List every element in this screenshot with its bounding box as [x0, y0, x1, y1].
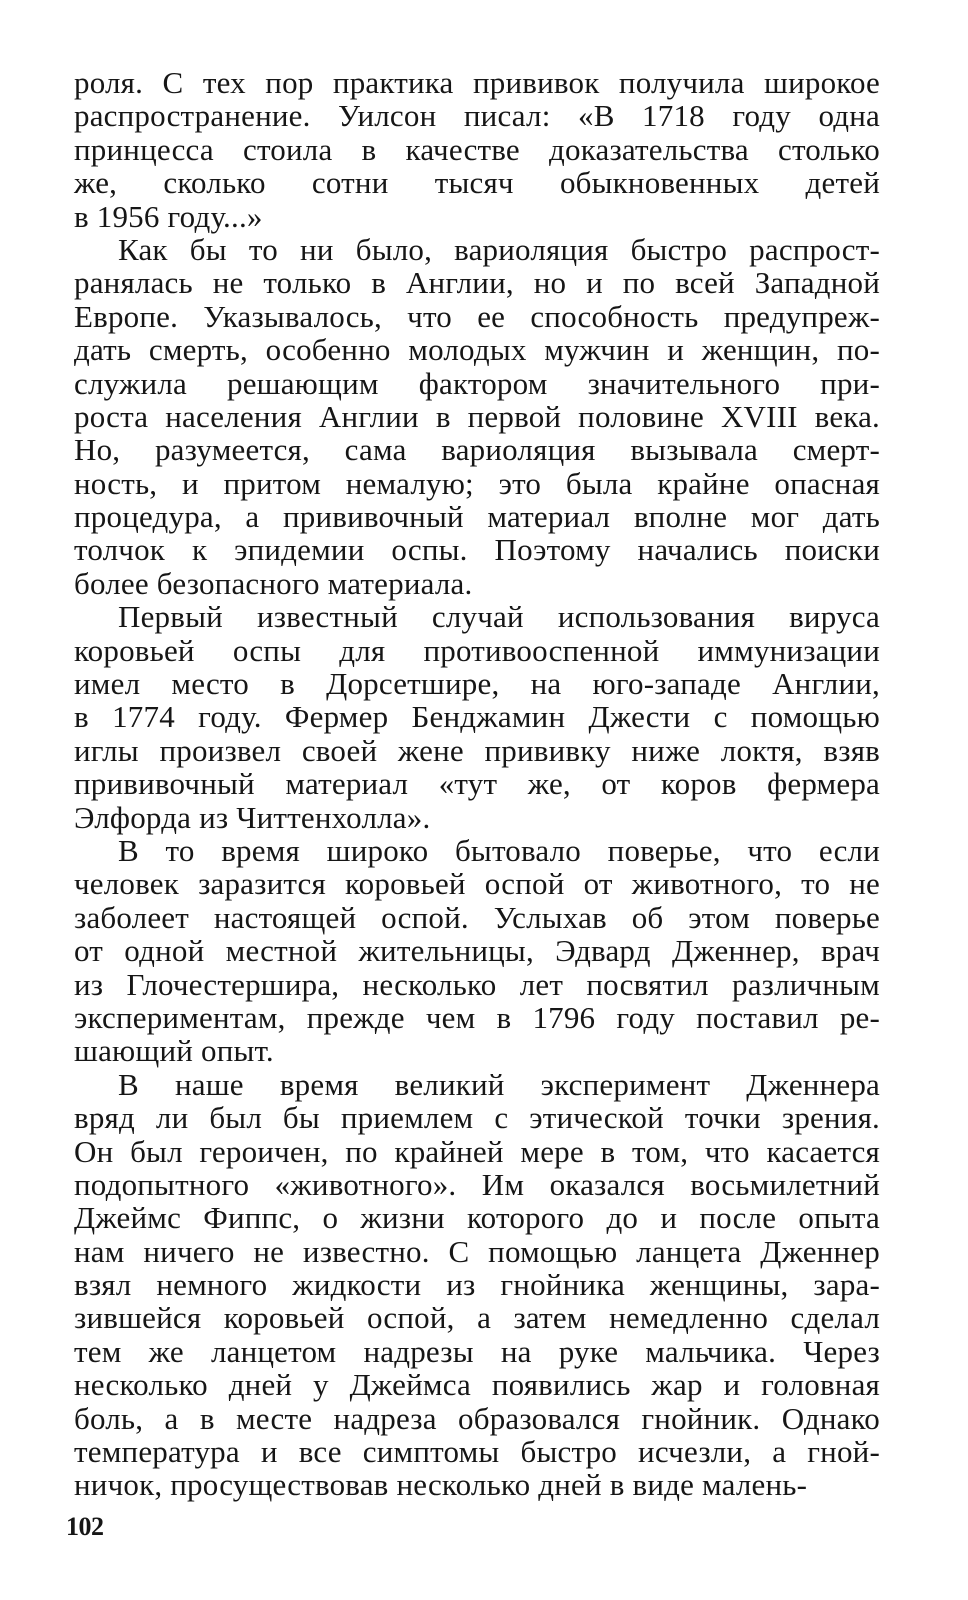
text-line: в 1956 году...»	[74, 198, 263, 234]
text-line: Он был героичен, по крайней мере в том, что касается	[74, 1133, 880, 1169]
text-line: роля. С тех пор практика прививок получила широкое	[74, 65, 880, 100]
paragraph	[74, 66, 880, 233]
text-line: шающий опыт.	[74, 1033, 274, 1069]
text-line: распространение. Уилсон писал: «В 1718 году одна	[74, 98, 880, 134]
text-line: ничок, просуществовав несколько дней в виде малень-	[74, 1467, 808, 1503]
text-line: боль, а в месте надреза образовался гнойник. Однако	[74, 1400, 880, 1436]
text-line: прививочный материал «тут же, от коров фермера	[74, 766, 880, 802]
text-line: Первый известный случай использования вируса	[118, 599, 880, 635]
paragraph	[74, 233, 880, 600]
text-line: ранялась не только в Англии, но и по всей Западной	[74, 265, 880, 301]
text-line: роста населения Англии в первой половине XVIII века.	[74, 398, 880, 434]
text-line: Элфорда из Читтенхолла».	[74, 799, 431, 835]
text-line: имел место в Дорсетшире, на юго-западе Англии,	[74, 666, 880, 702]
paragraph	[74, 600, 880, 834]
text-line: дать смерть, особенно молодых мужчин и женщин, по-	[74, 332, 880, 368]
text-line: человек заразится коровьей оспой от животного, то не	[74, 866, 880, 902]
text-line: более безопасного материала.	[74, 565, 473, 601]
text-line: же, сколько сотни тысяч обыкновенных детей	[74, 165, 880, 201]
text-line: нам ничего не известно. С помощью ланцета Дженнер	[74, 1233, 880, 1269]
text-line: Но, разумеется, сама вариоляция вызывала смерт-	[74, 432, 880, 468]
text-line: В то время широко бытовало поверье, что если	[118, 832, 880, 868]
text-line: из Глочестершира, несколько лет посвятил различным	[74, 966, 880, 1002]
text-line: тем же ланцетом надрезы на руке мальчика. Через	[74, 1333, 880, 1369]
text-line: в 1774 году. Фермер Бенджамин Джести с помощью	[74, 699, 880, 735]
text-line: Европе. Указывалось, что ее способность предупреж-	[74, 298, 880, 334]
paragraph	[74, 834, 880, 1068]
text-line: взял немного жидкости из гнойника женщины, зара-	[74, 1267, 880, 1303]
page-number: 102	[66, 1512, 104, 1541]
text-line: процедура, а прививочный материал вполне мог дать	[74, 499, 880, 535]
text-line: от одной местной жительницы, Эдвард Дженнер, врач	[74, 933, 880, 969]
text-line: заболеет настоящей оспой. Услыхав об этом поверье	[74, 899, 880, 935]
text-line: Джеймс Фиппс, о жизни которого до и после опыта	[74, 1200, 880, 1236]
text-line: подопытного «животного». Им оказался восьмилетний	[74, 1166, 880, 1202]
text-line: несколько дней у Джеймса появились жар и головная	[74, 1367, 880, 1403]
text-line: В наше время великий эксперимент Дженнера	[118, 1066, 880, 1102]
text-line: толчок к эпидемии оспы. Поэтому начались поиски	[74, 532, 880, 568]
text-line: коровьей оспы для противооспенной иммунизации	[74, 632, 880, 668]
text-line: принцесса стоила в качестве доказательства столько	[74, 131, 880, 167]
text-line: экспериментам, прежде чем в 1796 году поставил ре-	[74, 999, 880, 1035]
text-line: зившейся коровьей оспой, а затем немедленно сделал	[74, 1300, 880, 1336]
page-body	[74, 66, 880, 1502]
text-line: Как бы то ни было, вариоляция быстро распрост-	[118, 231, 880, 267]
text-line: служила решающим фактором значительного при-	[74, 365, 880, 401]
text-line: иглы произвел своей жене прививку ниже локтя, взяв	[74, 732, 880, 768]
text-line: ность, и притом немалую; это была крайне опасная	[74, 465, 880, 501]
text-line: температура и все симптомы быстро исчезли, а гной-	[74, 1434, 880, 1470]
text-line: вряд ли был бы приемлем с этической точки зрения.	[74, 1100, 880, 1136]
paragraph	[74, 1068, 880, 1502]
